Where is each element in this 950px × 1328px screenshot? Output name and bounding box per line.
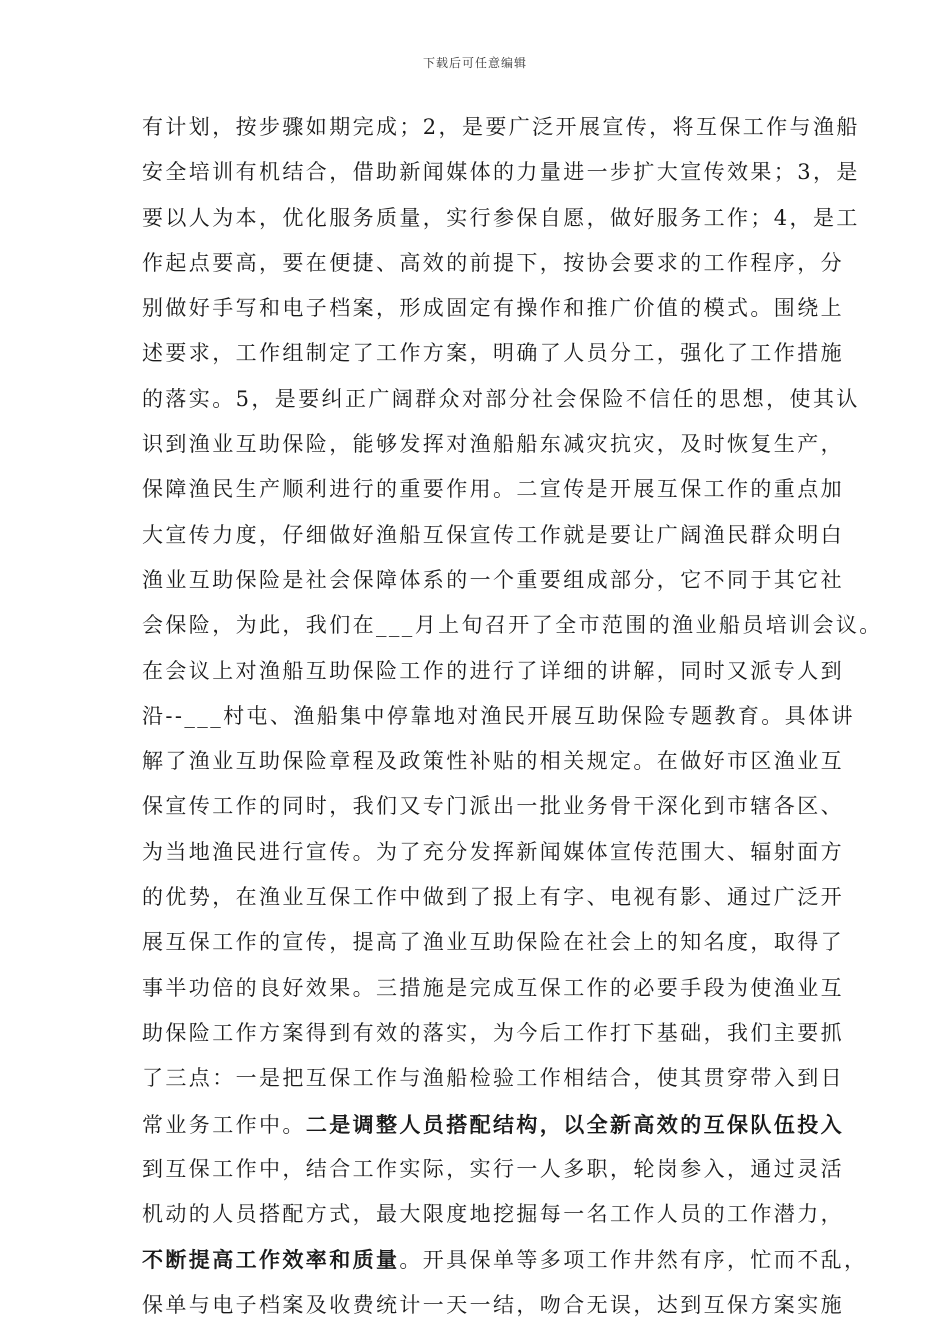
paragraph-line: 了三点：一是把互保工作与渔船检验工作相结合，使其贯穿带入到日 bbox=[142, 1066, 844, 1091]
paragraph-line-bold: 机动的人员搭配方式，最大限度地挖掘每一名工作人员的工作潜力， bbox=[142, 1202, 844, 1227]
page-header: 下载后可任意编辑 bbox=[422, 56, 527, 70]
paragraph-line: 作起点要高，要在便捷、高效的前提下，按协会要求的工作程序，分 bbox=[142, 250, 844, 275]
paragraph-line: 助保险工作方案得到有效的落实，为今后工作打下基础，我们主要抓 bbox=[142, 1020, 844, 1045]
paragraph-line: 解了渔业互助保险章程及政策性补贴的相关规定。在做好市区渔业互 bbox=[142, 749, 844, 774]
paragraph-line: 的落实。5，是要纠正广阔群众对部分社会保险不信任的思想，使其认 bbox=[142, 386, 860, 411]
paragraph-line-mixed bbox=[142, 1237, 868, 1282]
paragraph-line: 保宣传工作的同时，我们又专门派出一批业务骨干深化到市辖各区、 bbox=[142, 794, 844, 819]
paragraph-line: 大宣传力度，仔细做好渔船互保宣传工作就是要让广阔渔民群众明白 bbox=[142, 522, 844, 547]
paragraph-line-bold: 到互保工作中，结合工作实际，实行一人多职，轮岗参入，通过灵活 bbox=[142, 1156, 844, 1181]
bold-text: 二是调整人员搭配结构，以全新高效的互保队伍投入 bbox=[305, 1111, 845, 1137]
paragraph-line: 展互保工作的宣传，提高了渔业互助保险在社会上的知名度，取得了 bbox=[142, 930, 844, 955]
paragraph-line: 的优势，在渔业互保工作中做到了报上有字、电视有影、通过广泛开 bbox=[142, 885, 844, 910]
bold-text: 不断提高工作效率和质量 bbox=[142, 1247, 400, 1273]
paragraph-line: 述要求，工作组制定了工作方案，明确了人员分工，强化了工作措施 bbox=[142, 341, 844, 366]
paragraph-line: 保单与电子档案及收费统计一天一结，吻合无误，达到互保方案实施 bbox=[142, 1292, 844, 1317]
paragraph-line: 会保险，为此，我们在___月上旬召开了全市范围的渔业船员培训会议。 bbox=[142, 613, 883, 638]
paragraph-line: 安全培训有机结合，借助新闻媒体的力量进一步扩大宣传效果；3，是 bbox=[142, 160, 860, 185]
paragraph-line: 要以人为本，优化服务质量，实行参保自愿，做好服务工作；4，是工 bbox=[142, 205, 860, 230]
paragraph-line: 沿--___村屯、渔船集中停靠地对渔民开展互助保险专题教育。具体讲 bbox=[142, 703, 855, 728]
paragraph-line: 有计划，按步骤如期完成；2，是要广泛开展宣传，将互保工作与渔船 bbox=[142, 115, 860, 139]
paragraph-line: 事半功倍的良好效果。三措施是完成互保工作的必要手段为使渔业互 bbox=[142, 975, 844, 1000]
paragraph-line: 识到渔业互助保险，能够发挥对渔船船东减灾抗灾，及时恢复生产， bbox=[142, 432, 844, 457]
paragraph-line-mixed bbox=[142, 1102, 845, 1147]
paragraph-line: 为当地渔民进行宣传。为了充分发挥新闻媒体宣传范围大、辐射面方 bbox=[142, 839, 844, 864]
paragraph-line: 渔业互助保险是社会保障体系的一个重要组成部分，它不同于其它社 bbox=[142, 567, 844, 592]
document-body bbox=[142, 105, 883, 1328]
paragraph-line: 别做好手写和电子档案，形成固定有操作和推广价值的模式。围绕上 bbox=[142, 296, 844, 321]
paragraph-line: 保障渔民生产顺利进行的重要作用。二宣传是开展互保工作的重点加 bbox=[142, 477, 844, 502]
paragraph-line: 在会议上对渔船互助保险工作的进行了详细的讲解，同时又派专人到 bbox=[142, 658, 844, 683]
normal-text: 常业务工作中。 bbox=[142, 1112, 306, 1137]
normal-text: 。开具保单等多项工作井然有序，忙而不乱， bbox=[399, 1248, 868, 1273]
